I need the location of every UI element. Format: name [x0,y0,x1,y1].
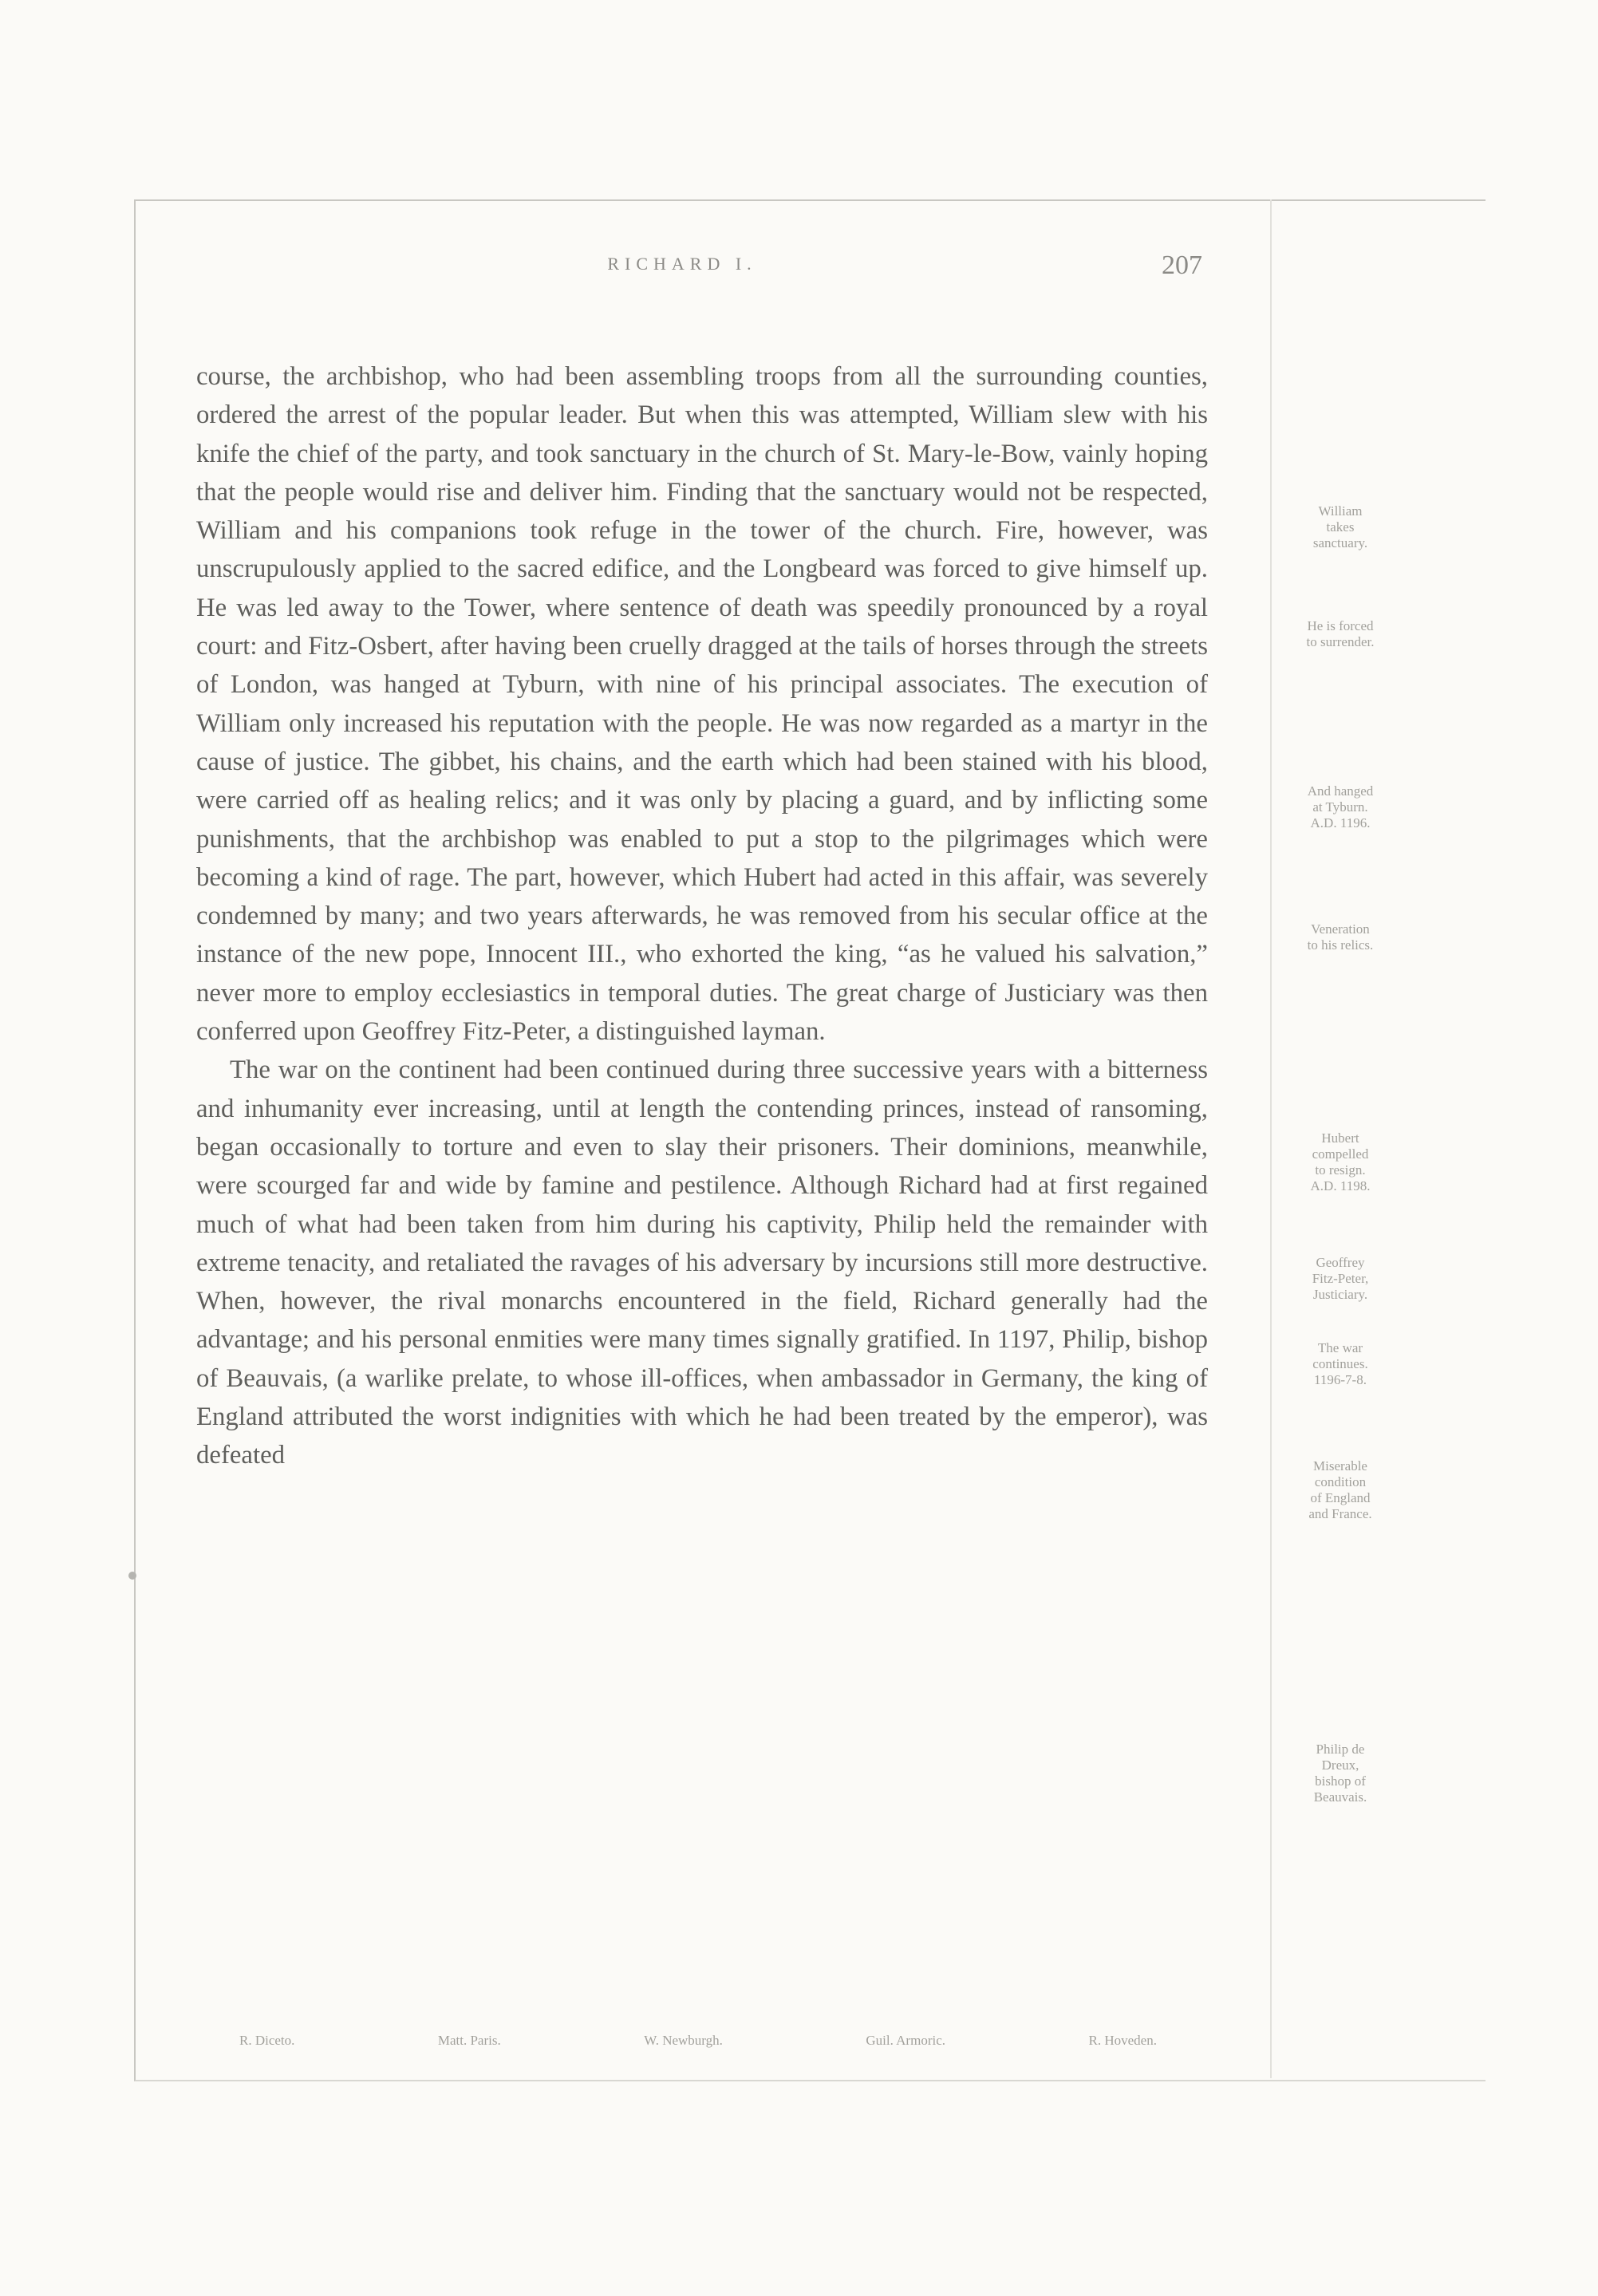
side-note-line: Dreux, [1321,1758,1359,1773]
side-note-line: to surrender. [1306,634,1375,649]
side-note-philip [1269,1742,1412,1805]
side-note-line: to his relics. [1307,937,1374,953]
body-text [196,357,1208,1475]
side-note-war [1269,1340,1412,1388]
side-note-sanctuary [1269,503,1412,551]
side-note-tyburn [1269,783,1412,831]
source-citation: W. Newburgh. [644,2033,723,2048]
source-citation: Matt. Paris. [437,2033,501,2048]
side-note-line: Philip de [1316,1742,1365,1757]
source-citation: Guil. Armoric. [866,2033,946,2048]
side-note-line: And hanged [1307,783,1374,799]
side-note-line: bishop of [1315,1773,1366,1789]
side-note-line: 1196-7-8. [1314,1372,1367,1387]
page-number: 207 [1162,251,1202,280]
side-note-line: compelled [1312,1146,1369,1162]
margin-speck [128,1572,136,1580]
side-note-surrender [1269,618,1412,650]
side-note-line: Fitz-Peter, [1312,1271,1369,1286]
side-note-line: condition [1314,1474,1367,1489]
footer-sources [239,2033,1157,2049]
running-title: RICHARD I. [607,254,757,274]
side-note-geoffrey [1269,1255,1412,1303]
side-note-relics [1269,921,1412,953]
side-note-line: The war [1317,1340,1363,1355]
side-note-line: A.D. 1196. [1310,815,1371,830]
side-note-line: Justiciary. [1312,1287,1368,1302]
side-note-line: Beauvais. [1313,1789,1367,1805]
side-note-miserable [1269,1458,1412,1522]
side-note-line: Veneration [1311,921,1370,937]
side-note-line: sanctuary. [1312,535,1368,550]
side-note-line: at Tyburn. [1312,799,1368,815]
side-note-line: to resign. [1315,1162,1366,1178]
side-note-hubert [1269,1130,1412,1194]
side-note-line: takes [1326,519,1355,535]
side-note-line: William [1318,503,1363,519]
side-note-line: Miserable [1313,1458,1367,1473]
side-note-line: and France. [1308,1506,1372,1521]
side-note-line: of England [1310,1490,1371,1505]
paragraph-1: course, the archbishop, who had been assembling troops from all the surrounding counties, ordered the arrest of the popular leader. But when this was attempted, William slew with his knife the chief of the party, and took sanctuary in the church of St. Mary-le-Bow, vainly hoping that the people would rise and deliver him. Finding that the sanctuary would not be respected, William and his companions took refuge in the tower of the church. Fire, however, was unscrupulously applied to the sacred edifice, and the Longbeard was forced to give himself up. He was led away to the Tower, where sentence of death was speedily pronounced by a royal court: and Fitz-Osbert, after having been cruelly dragged at the tails of horses through the streets of London, was hanged at Tyburn, with nine of his principal associates. The execution of William only increased his reputation with the people. He was now regarded as a martyr in the cause of justice. The gibbet, his chains, and the earth which had been stained with his blood, were carried off as healing relics; and it was only by placing a guard, and by inflicting some punishments, that the archbishop was enabled to put a stop to the pilgrimages which were becoming a kind of rage. The part, however, which Hubert had acted in this affair, was severely condemned by many; and two years afterwards, he was removed from his secular office at the instance of the new pope, Innocent III., who exhorted the king, “as he valued his salvation,” never more to employ ecclesiastics in temporal duties. The great charge of Justiciary was then conferred upon Geoffrey Fitz-Peter, a distinguished layman. [196,362,1208,1047]
paragraph-2: The war on the continent had been continued during three successive years with a bitterness and inhumanity ever increasing, until at length the contending princes, instead of ransoming, began occasionally to torture and even to slay their prisoners. Their dominions, meanwhile, were scourged far and wide by famine and pestilence. Although Richard had at first regained much of what had been taken from him during his captivity, Philip held the remainder with extreme tenacity, and retaliated the ravages of his adversary by incursions still more destructive. When, however, the rival monarchs encountered in the field, Richard generally had the advantage; and his personal enmities were many times signally gratified. In 1197, Philip, bishop of Beauvais, (a warlike prelate, to whose ill-offices, when ambassador in Germany, the king of England attributed the worst indignities with which he had been treated by the emperor), was defeated [196,1055,1208,1470]
source-citation: R. Diceto. [239,2033,295,2048]
side-note-line: A.D. 1198. [1310,1178,1371,1193]
source-citation: R. Hoveden. [1088,2033,1157,2048]
side-note-line: He is forced [1307,618,1374,633]
side-note-line: Hubert [1321,1130,1359,1146]
side-note-line: Geoffrey [1316,1255,1365,1270]
side-note-line: continues. [1312,1356,1368,1371]
